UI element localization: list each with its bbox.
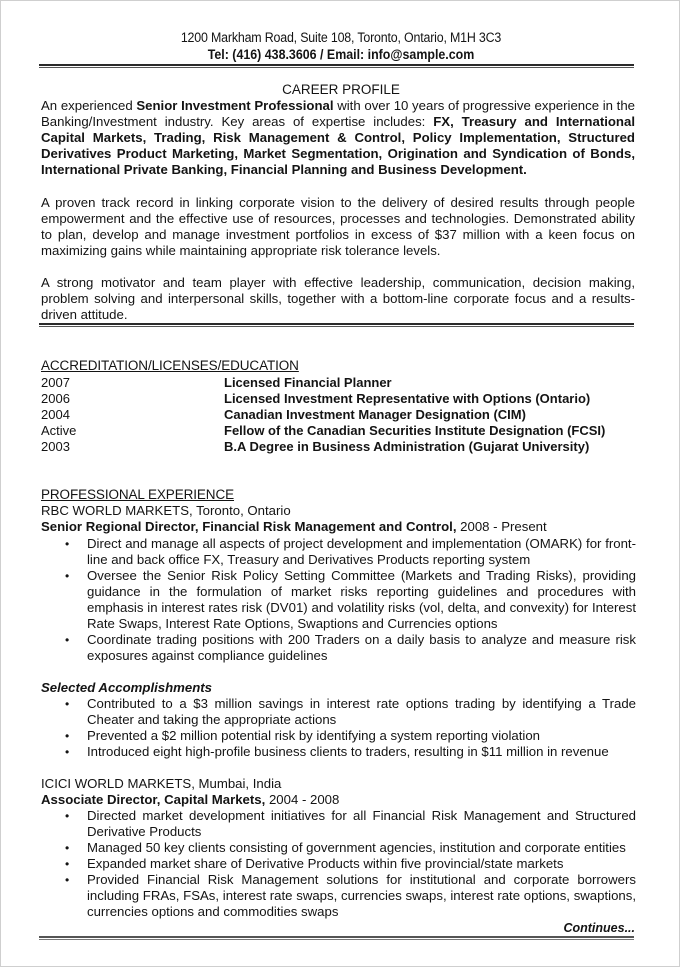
- job-role: [41, 792, 339, 807]
- text-run-bold: Senior Investment Professional: [136, 98, 334, 113]
- credential-row: [41, 439, 641, 455]
- credential-title: B.A Degree in Business Administration (Gujarat University): [224, 439, 590, 454]
- text-run: An experienced: [41, 98, 137, 113]
- accomplishments-heading: Selected Accomplishments: [41, 680, 213, 695]
- list-item: • Contributed to a $3 million savings in interest rate options trading by identifying a Trade Cheater and taking the appropriate actions: [87, 696, 636, 728]
- career-profile-paragraph-2: A proven track record in linking corporate vision to the delivery of desired results through people empowerment and the effective use of resources, processes and technologies. Demonstrated ability to plan, develop and manage investment portfolios in excess of $37 million with a keen focus on maximizing gains while maintaining appropriate risk tolerance levels.: [41, 195, 635, 258]
- footer-divider: [39, 936, 634, 940]
- credential-row: [41, 375, 641, 391]
- credential-row: [41, 423, 641, 439]
- list-item: • Expanded market share of Derivative Products within five provincial/state markets: [87, 856, 636, 872]
- job-responsibilities: [87, 536, 636, 664]
- credential-title: Licensed Investment Representative with Options (Ontario): [224, 391, 591, 406]
- accomplishments-list: [87, 696, 636, 760]
- career-profile-paragraph-1: [41, 98, 635, 178]
- career-profile-title: CAREER PROFILE: [282, 82, 400, 97]
- list-item: • Prevented a $2 million potential risk by identifying a system reporting violation: [87, 728, 636, 744]
- list-item: • Oversee the Senior Risk Policy Setting Committee (Markets and Trading Risks), providing guidance in the formulation of market risks reporting guidelines and procedures with emphasis in interest rates risk (DV01) and volatility risks (vol, delta, and convexity) for Interest Rate Swaps, Interest Rate Options, Swaptions and Currencies options: [87, 568, 636, 632]
- continues-note: Continues...: [563, 921, 635, 935]
- list-item: • Direct and manage all aspects of project development and implementation (OMARK) for front-line and back office FX, Treasury and Derivatives Products reporting system: [87, 536, 636, 568]
- list-item: • Directed market development initiatives for all Financial Risk Management and Structured Derivative Products: [87, 808, 636, 840]
- credential-row: [41, 407, 641, 423]
- text-run-bold: FX, Treasury and International Capital Markets, Trading, Risk Management & Control, Policy Implementation, Structured Derivatives Product Marketing, Market Segmentation, Origination and Syndication of Bonds, International Private Banking, Financial Planning and Business Development.: [41, 114, 635, 177]
- credential-row: [41, 391, 641, 407]
- header-contact: Tel: (416) 438.3606 / Email: info@sample.com: [207, 47, 475, 62]
- accreditation-heading: ACCREDITATION/LICENSES/EDUCATION: [41, 358, 299, 373]
- credential-year: Active: [41, 423, 77, 438]
- job-title: Associate Director, Capital Markets,: [41, 792, 266, 807]
- experience-heading: PROFESSIONAL EXPERIENCE: [41, 487, 235, 502]
- job-company: RBC WORLD MARKETS, Toronto, Ontario: [41, 503, 291, 518]
- credential-year: 2006: [41, 391, 70, 406]
- job-role: [41, 519, 547, 534]
- job-dates: 2008 - Present: [456, 519, 547, 534]
- header-address: 1200 Markham Road, Suite 108, Toronto, Ontario, M1H 3C3: [180, 30, 502, 45]
- job-company: ICICI WORLD MARKETS, Mumbai, India: [41, 776, 282, 791]
- job-responsibilities: [87, 808, 636, 920]
- credential-year: 2007: [41, 375, 70, 390]
- text-run: with over 10 years of progressive experience in the Banking/Investment industry. Key areas of expertise includes:: [41, 98, 636, 129]
- job-dates: 2004 - 2008: [265, 792, 340, 807]
- credential-title: Licensed Financial Planner: [224, 375, 392, 390]
- career-profile-paragraph-3: A strong motivator and team player with effective leadership, communication, decision making, problem solving and interpersonal skills, together with a bottom-line corporate focus and a results-driven attitude.: [41, 275, 635, 322]
- credential-title: Fellow of the Canadian Securities Institute Designation (FCSI): [224, 423, 606, 438]
- job-title: Senior Regional Director, Financial Risk Management and Control,: [41, 519, 457, 534]
- section-divider: [39, 323, 634, 327]
- list-item: • Coordinate trading positions with 200 Traders on a daily basis to analyze and measure risk exposures against compliance guidelines: [87, 632, 636, 664]
- list-item: • Introduced eight high-profile business clients to traders, resulting in $11 million in revenue: [87, 744, 636, 760]
- credential-year: 2003: [41, 439, 70, 454]
- header-divider: [39, 64, 634, 68]
- list-item: • Managed 50 key clients consisting of government agencies, institution and corporate entities: [87, 840, 636, 856]
- credential-title: Canadian Investment Manager Designation (CIM): [224, 407, 526, 422]
- credential-year: 2004: [41, 407, 70, 422]
- list-item: • Provided Financial Risk Management solutions for institutional and corporate borrowers including FRAs, FSAs, interest rate swaps, currencies swaps, interest rate options, swaptions, currencies options and commodities swaps: [87, 872, 636, 920]
